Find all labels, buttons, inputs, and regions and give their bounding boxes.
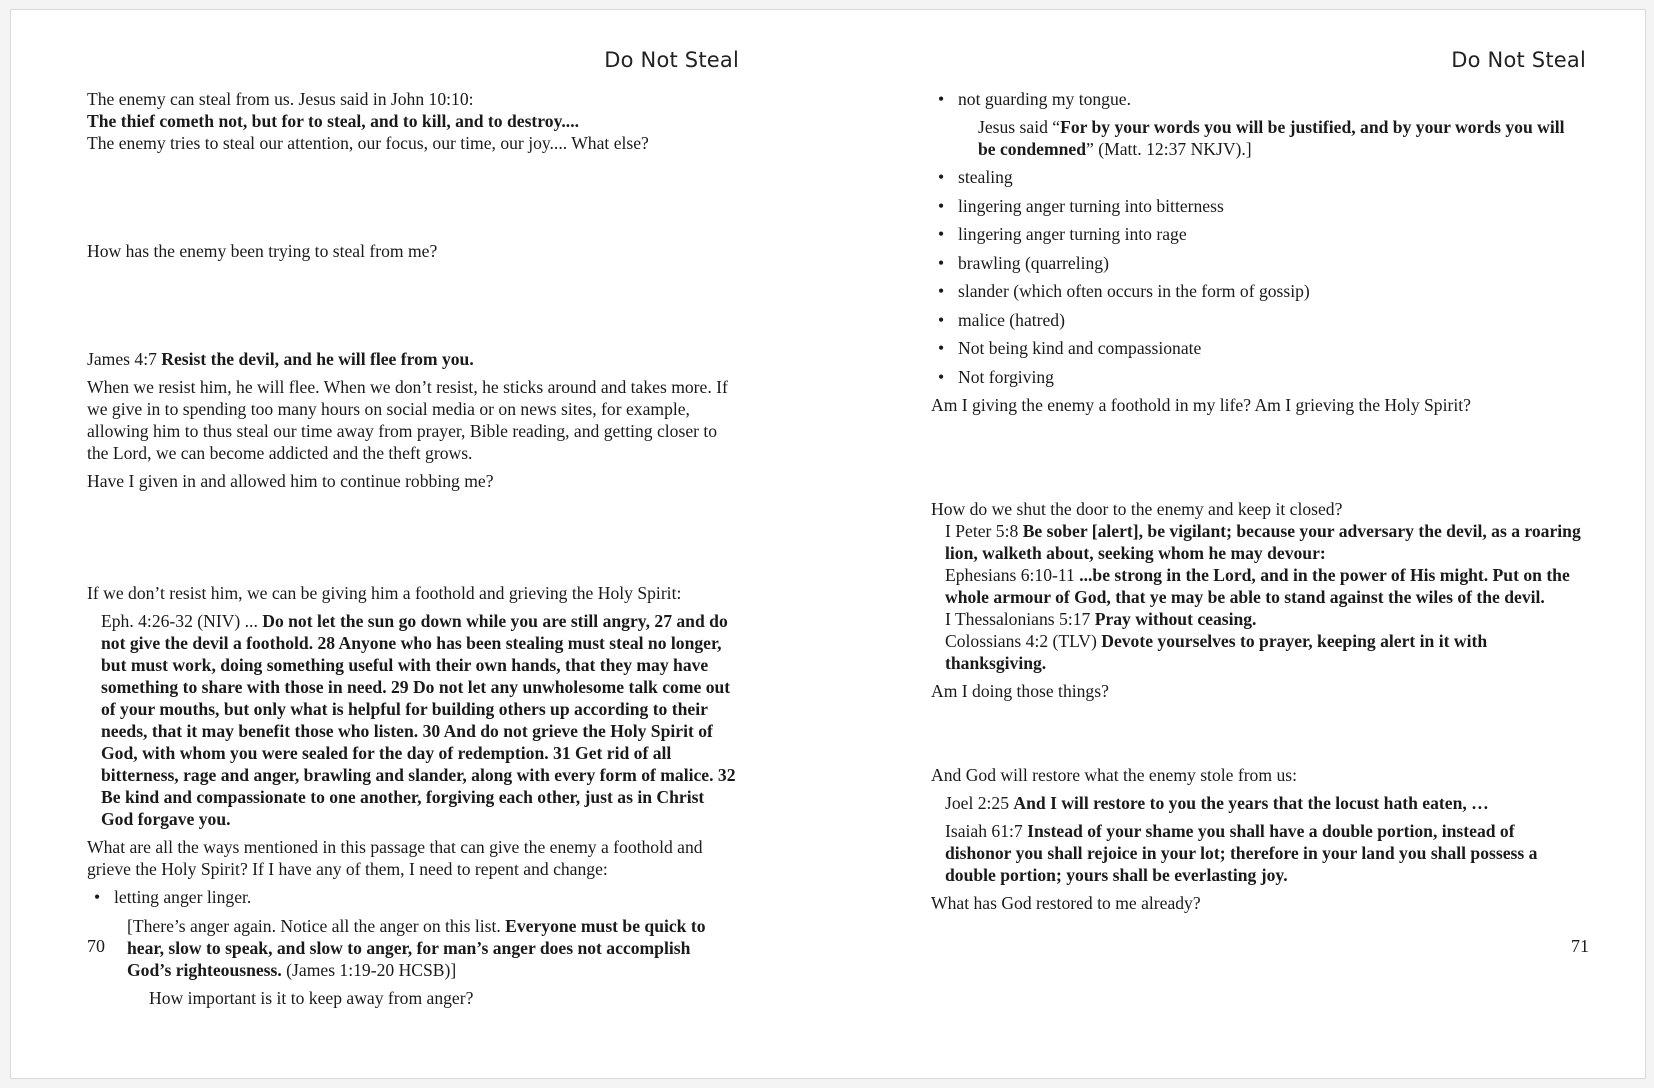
- foothold-list-continued: [931, 88, 1583, 110]
- list-item: • Not forgiving: [931, 366, 1583, 388]
- scripture-text: Resist the devil, and he will flee from you.: [161, 349, 474, 369]
- page-number: 70: [87, 936, 105, 956]
- list-item: • Not being kind and compassionate: [931, 337, 1583, 359]
- page-number: 71: [1571, 936, 1589, 956]
- reflection-question: What has God restored to me already?: [931, 893, 1201, 913]
- note-text: Jesus said “: [978, 117, 1061, 137]
- reflection-question: Am I giving the enemy a foothold in my life? Am I grieving the Holy Spirit?: [931, 395, 1471, 415]
- list-item: • lingering anger turning into bitterness: [931, 195, 1583, 217]
- paragraph: If we don’t resist him, we can be giving him a foothold and grieving the Holy Spirit:: [87, 583, 682, 603]
- list-item: • lingering anger turning into rage: [931, 223, 1583, 245]
- scripture-reference: I Thessalonians 5:17: [945, 609, 1095, 629]
- answer-space: [87, 160, 739, 240]
- list-item: • letting anger linger.: [87, 886, 739, 908]
- foothold-list: [87, 886, 739, 908]
- reflection-question: How do we shut the door to the enemy and keep it closed?: [931, 499, 1343, 519]
- foothold-list-continued: [931, 166, 1583, 388]
- paragraph: The enemy can steal from us. Jesus said in John 10:10:: [87, 89, 474, 109]
- scripture-text: And I will restore to you the years that the locust hath eaten, …: [1013, 793, 1489, 813]
- scripture-reference: I Peter 5:8: [945, 521, 1023, 541]
- note-text: [There’s anger again. Notice all the anger on this list.: [127, 915, 506, 936]
- scripture-text: For by your words you will be justified, and by your words you will be condemned: [978, 117, 1565, 159]
- list-item: • malice (hatred): [931, 309, 1583, 331]
- scripture-text: Do not let the sun go down while you are still angry, 27 and do not give the devil a foothold. 28 Anyone who has been stealing must steal no longer, but must work, doing something useful with their own hands, that they may have something to share with those in need. 29 Do not let any unwholesome talk come out of your mouths, but only what is helpful for building others up according to their needs, that it may benefit those who listen. 30 And do not grieve the Holy Spirit of God, with whom you were sealed for the day of redemption. 31 Get rid of all bitterness, rage and anger, brawling and slander, along with every form of malice. 32 Be kind and compassionate to one another, forgiving each other, just as in Christ God forgave you.: [101, 611, 736, 829]
- scripture-block: [87, 610, 739, 830]
- scripture-quote: The thief cometh not, but for to steal, and to kill, and to destroy....: [87, 111, 579, 131]
- page-body: [87, 88, 739, 1015]
- paragraph: And God will restore what the enemy stole from us:: [931, 765, 1297, 785]
- scripture-text: Pray without ceasing.: [1094, 609, 1257, 629]
- right-page: [931, 10, 1589, 1078]
- scripture-reference: (James 1:19-20 HCSB)]: [281, 959, 457, 980]
- scripture-block: [931, 630, 1583, 674]
- scripture-reference: Joel 2:25: [945, 793, 1014, 813]
- scripture-block: [931, 792, 1583, 814]
- scripture-reference: James 4:7: [87, 349, 162, 369]
- reflection-question: Am I doing those things?: [931, 681, 1109, 701]
- running-head: Do Not Steal: [1451, 48, 1586, 72]
- scripture-block: [931, 608, 1583, 630]
- reflection-question: How important is it to keep away from anger?: [149, 987, 474, 1008]
- scripture-reference: Eph. 4:26-32 (NIV) ...: [101, 611, 263, 631]
- scripture-text: Instead of your shame you shall have a double portion, instead of dishonor you shall rejoice in your lot; therefore in your land you shall possess a double portion; yours shall be everlasting joy.: [945, 821, 1538, 885]
- scripture-reference: Isaiah 61:7: [945, 821, 1028, 841]
- scripture-block: [931, 520, 1583, 564]
- scripture-line: [87, 348, 739, 370]
- anger-note: [87, 915, 739, 981]
- list-item: • stealing: [931, 166, 1583, 188]
- running-head: Do Not Steal: [604, 48, 739, 72]
- reflection-question: How has the enemy been trying to steal from me?: [87, 241, 438, 261]
- list-item: • brawling (quarreling): [931, 252, 1583, 274]
- answer-space: [931, 422, 1583, 498]
- answer-space: [87, 498, 739, 582]
- answer-space: [931, 708, 1583, 764]
- scripture-block: [931, 820, 1583, 886]
- scripture-reference: Colossians 4:2 (TLV): [945, 631, 1102, 651]
- left-page: [87, 10, 739, 1078]
- answer-space: [87, 268, 739, 348]
- scripture-block: [931, 564, 1583, 608]
- scripture-text: Devote yourselves to prayer, keeping alert in it with thanksgiving.: [945, 631, 1488, 673]
- paragraph: The enemy tries to steal our attention, our focus, our time, our joy.... What else?: [87, 133, 649, 153]
- page-body: [931, 88, 1583, 920]
- paragraph: What are all the ways mentioned in this passage that can give the enemy a foothold and grieve the Holy Spirit? If I have any of them, I need to repent and change:: [87, 837, 703, 879]
- scripture-text: ...be strong in the Lord, and in the power of His might. Put on the whole armour of God, that ye may be able to stand against the wiles of the devil.: [945, 565, 1570, 607]
- reflection-question: Have I given in and allowed him to continue robbing me?: [87, 471, 494, 491]
- list-item: • slander (which often occurs in the form of gossip): [931, 280, 1583, 302]
- scripture-text: Be sober [alert], be vigilant; because your adversary the devil, as a roaring lion, walketh about, seeking whom he may devour:: [945, 521, 1581, 563]
- list-item: • not guarding my tongue.: [931, 88, 1583, 110]
- tongue-note: [931, 116, 1583, 160]
- book-spread: [10, 9, 1646, 1079]
- paragraph: When we resist him, he will flee. When we don’t resist, he sticks around and takes more. If we give in to spending too many hours on social media or on news sites, for example, allowing him to thus steal our time away from prayer, Bible reading, and getting closer to the Lord, we can become addicted and the theft grows.: [87, 377, 728, 463]
- scripture-text: Everyone must be quick to hear, slow to speak, and slow to anger, for man’s anger does not accomplish God’s righteousness.: [127, 915, 706, 980]
- scripture-reference: Ephesians 6:10-11: [945, 565, 1080, 585]
- scripture-reference: ” (Matt. 12:37 NKJV).]: [1086, 139, 1252, 159]
